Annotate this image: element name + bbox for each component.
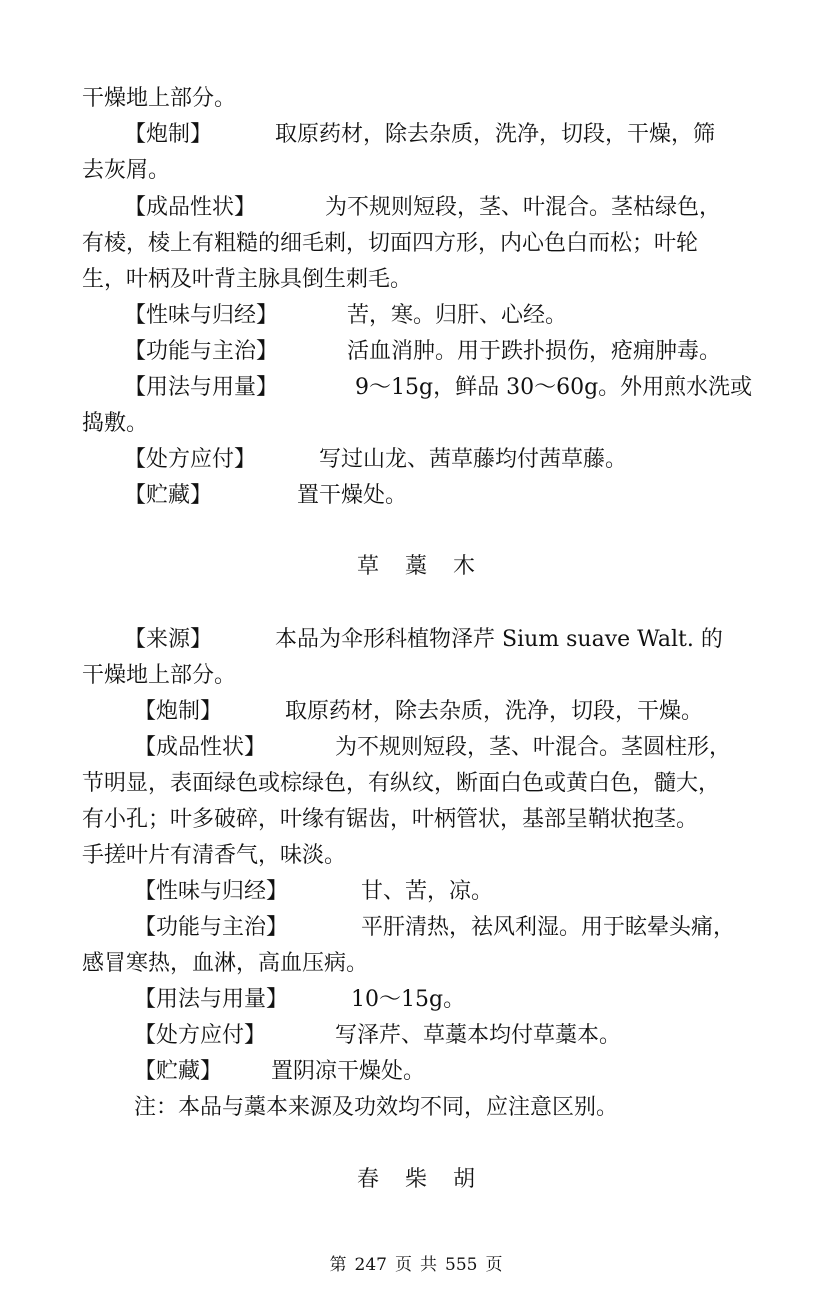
dosage-text: 9～15g，鲜品 30～60g。外用煎水洗或 xyxy=(355,375,753,400)
storage-text-2: 置阴凉干燥处。 xyxy=(271,1059,426,1084)
processing-label-2: 【炮制】 xyxy=(134,699,223,724)
appearance-line xyxy=(124,193,721,223)
processing-line xyxy=(124,120,715,150)
storage-line-2 xyxy=(134,1057,425,1087)
function-line xyxy=(124,337,721,367)
title-char: 草 xyxy=(356,554,379,579)
appearance-text-3: 生，叶柄及叶背主脉具倒生刺毛。 xyxy=(82,267,413,292)
note-text: 注：本品与藁本来源及功效均不同，应注意区别。 xyxy=(134,1095,619,1120)
appearance-label: 【成品性状】 xyxy=(124,195,257,220)
page-footer xyxy=(0,1253,832,1277)
title-char: 胡 xyxy=(453,1167,476,1192)
source-text: 本品为伞形科植物泽芹 Sium suave Walt. 的 xyxy=(275,627,723,652)
appearance-text-2: 有棱，棱上有粗糙的细毛刺，切面四方形，内心色白而松；叶轮 xyxy=(82,231,699,256)
function-text-2: 平肝清热，祛风利湿。用于眩晕头痛， xyxy=(361,915,736,940)
prescription-line-2 xyxy=(134,1021,621,1051)
processing-text-2: 取原药材，除去杂质，洗净，切段，干燥。 xyxy=(285,699,704,724)
function-label-2: 【功能与主治】 xyxy=(134,915,289,940)
title-char: 柴 xyxy=(404,1167,427,1192)
source-line xyxy=(124,625,723,655)
storage-label-2: 【贮藏】 xyxy=(134,1059,223,1084)
processing-text-cont: 去灰屑。 xyxy=(82,158,171,183)
title-char: 木 xyxy=(453,554,476,579)
processing-label: 【炮制】 xyxy=(124,122,213,147)
appearance-text-2c: 有小孔；叶多破碎，叶缘有锯齿，叶柄管状，基部呈鞘状抱茎。 xyxy=(82,807,699,832)
title-char: 春 xyxy=(356,1167,379,1192)
dosage-label: 【用法与用量】 xyxy=(124,375,279,400)
processing-text: 取原药材，除去杂质，洗净，切段，干燥，筛 xyxy=(275,122,716,147)
footer-word: 页 xyxy=(395,1255,412,1275)
processing-line-2 xyxy=(134,697,703,727)
property-label-2: 【性味与归经】 xyxy=(134,879,289,904)
property-line xyxy=(124,301,567,331)
prescription-text-2: 写泽芹、草藁本均付草藁本。 xyxy=(335,1023,622,1048)
total-pages: 555 xyxy=(445,1255,478,1275)
dosage-line-2 xyxy=(134,985,465,1015)
appearance-text: 为不规则短段，茎、叶混合。茎枯绿色， xyxy=(325,195,722,220)
appearance-text-2d: 手搓叶片有清香气，味淡。 xyxy=(82,843,347,868)
property-line-2 xyxy=(134,877,493,907)
dosage-text-2: 捣敷。 xyxy=(82,411,149,436)
appearance-line-2 xyxy=(134,733,731,763)
source-label: 【来源】 xyxy=(124,627,213,652)
appearance-label-2: 【成品性状】 xyxy=(134,735,267,760)
appearance-text-2b: 节明显，表面绿色或棕绿色，有纵纹，断面白色或黄白色，髓大， xyxy=(82,771,721,796)
continued-text: 干燥地上部分。 xyxy=(82,86,237,111)
property-text: 苦，寒。归肝、心经。 xyxy=(347,303,568,328)
section-title xyxy=(0,552,832,582)
storage-label: 【贮藏】 xyxy=(124,483,213,508)
page-number: 247 xyxy=(354,1255,387,1275)
title-char: 藁 xyxy=(404,554,427,579)
footer-word: 页 xyxy=(485,1255,503,1275)
function-line-2 xyxy=(134,913,735,943)
section-title-next xyxy=(0,1165,832,1195)
property-label: 【性味与归经】 xyxy=(124,303,279,328)
property-text-2: 甘、苦，凉。 xyxy=(361,879,494,904)
storage-text: 置干燥处。 xyxy=(297,483,408,508)
prescription-line xyxy=(124,445,627,475)
prescription-label-2: 【处方应付】 xyxy=(134,1023,267,1048)
source-text-2: 干燥地上部分。 xyxy=(82,663,237,688)
prescription-text: 写过山龙、茜草藤均付茜草藤。 xyxy=(319,447,628,472)
footer-word: 第 xyxy=(329,1255,347,1275)
footer-word: 共 xyxy=(420,1255,437,1275)
function-label: 【功能与主治】 xyxy=(124,339,279,364)
function-text-2b: 感冒寒热，血淋，高血压病。 xyxy=(82,951,369,976)
storage-line xyxy=(124,481,407,511)
dosage-label-2: 【用法与用量】 xyxy=(134,987,289,1012)
dosage-text-2: 10～15g。 xyxy=(351,987,466,1012)
dosage-line xyxy=(124,373,752,403)
appearance-text-2a: 为不规则短段，茎、叶混合。茎圆柱形， xyxy=(335,735,732,760)
prescription-label: 【处方应付】 xyxy=(124,447,257,472)
function-text: 活血消肿。用于跌扑损伤，疮痈肿毒。 xyxy=(347,339,722,364)
